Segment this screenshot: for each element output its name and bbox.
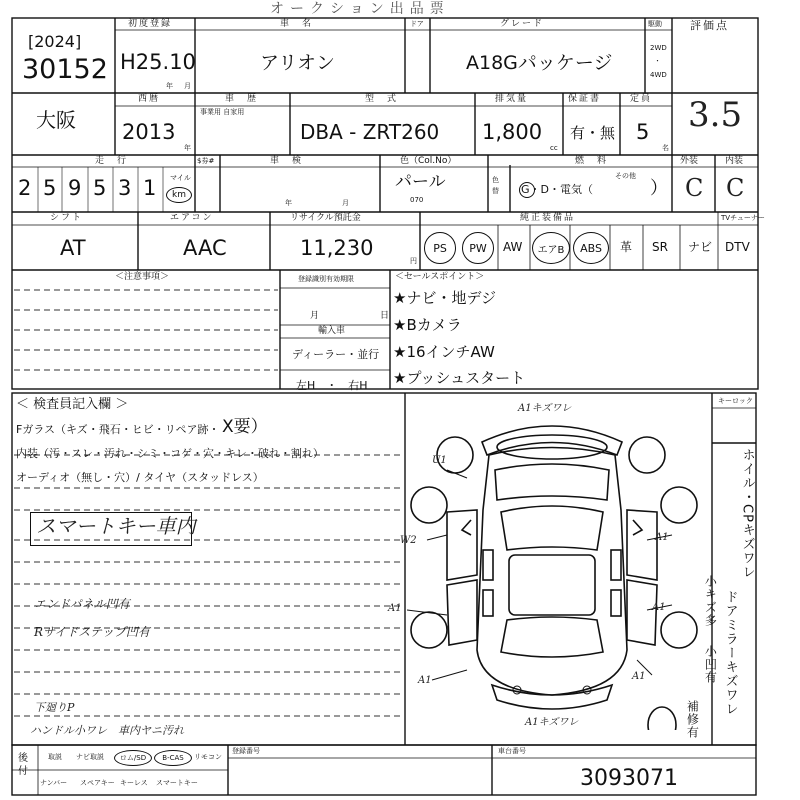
label-options: 純正装備品 (520, 213, 576, 223)
capacity-value: 5 (636, 120, 650, 144)
handwritten-end-panel: エンドパネル凹有 (34, 597, 130, 611)
handle-side: 左H ・ 右H (296, 379, 368, 392)
footer-rom-sd (114, 750, 152, 766)
color-change-label: 色替 (492, 176, 499, 196)
label-first-registration: 初度登録 (128, 19, 173, 29)
option-dtv: DTV (725, 240, 750, 254)
label-meter: $券# (197, 157, 215, 165)
footer-keyless: キーレス (120, 779, 148, 787)
label-drive: 駆動 (648, 20, 662, 28)
option-abs-label: ABS (580, 241, 602, 255)
option-pw (462, 232, 494, 264)
shaken-month-unit: 月 (342, 199, 349, 207)
label-mileage: 走 行 (95, 156, 129, 166)
mark-front-left: U1 (432, 455, 447, 466)
glass-line: Fガラス（キズ・飛石・ヒビ・リペア跡・ (16, 423, 220, 436)
option-pw-label: PW (469, 241, 487, 255)
mileage-digit-5: 3 (118, 176, 132, 200)
selling-point-1: ★ナビ・地デジ (393, 289, 497, 307)
side-note-small-scratches: 小キズ多 (703, 575, 718, 627)
label-interior: 内装 (725, 156, 744, 166)
mileage-digit-4: 5 (93, 176, 107, 200)
reg-month-unit: 月 (310, 311, 320, 321)
first-registration-value: H25.10 (120, 50, 196, 74)
label-tv-tuner: TVチューナー (721, 214, 765, 222)
recycle-yen-unit: 円 (410, 257, 417, 265)
side-note-repaired: 補修有 (685, 700, 700, 739)
western-year-unit: 年 (184, 144, 191, 152)
selling-point-2: ★Bカメラ (393, 316, 462, 334)
handwritten-handle: ハンドル小ワレ 車内ヤニ汚れ (30, 724, 184, 737)
label-capacity: 定員 (630, 94, 653, 104)
selling-point-4: ★プッシュスタート (393, 369, 526, 387)
chassis-number-value: 3093071 (580, 766, 678, 791)
label-grade: グレード (500, 19, 545, 29)
warranty-value: 有・無 (570, 124, 616, 142)
option-airbag (532, 232, 570, 264)
interior-grade: C (726, 174, 745, 202)
option-navi: ナビ (688, 240, 713, 254)
side-note-mirror: ドアミラーキズワレ (722, 590, 738, 716)
footer-bcas-label: B-CAS (162, 754, 184, 762)
footer-manual: 取説 (48, 753, 62, 761)
km-label-circled (166, 187, 192, 203)
label-western-year: 西暦 (138, 94, 161, 104)
mile-label: マイル (170, 174, 191, 182)
glass-mark: X要） (222, 417, 268, 437)
car-name-value: アリオン (260, 52, 336, 74)
import-label: 輸入車 (318, 326, 346, 336)
displacement-unit: cc (550, 144, 558, 152)
option-ps (424, 232, 456, 264)
label-model: 型 式 (365, 94, 399, 104)
mark-right-rear: A1 (632, 671, 646, 682)
footer-plate: ナンバー (40, 779, 68, 787)
option-ps-label: PS (433, 241, 447, 255)
mark-front-bumper: A1キズワレ (518, 403, 572, 414)
footer-navi-manual: ナビ取説 (76, 753, 104, 761)
shift-value: AT (60, 236, 86, 260)
label-car-name: 車 名 (280, 19, 314, 29)
option-sunroof: SR (652, 240, 668, 254)
label-displacement: 排気量 (495, 94, 529, 104)
option-leather: 革 (620, 240, 633, 254)
handwritten-underbody: 下廻りP (34, 701, 75, 714)
mark-rear-bumper: A1キズワレ (525, 717, 579, 728)
side-note-small-dent: 小凹有 (703, 645, 718, 684)
fuel-value: G・D・電気（ (521, 183, 593, 196)
mileage-digit-2: 5 (43, 176, 57, 200)
label-aircon: エアコン (170, 213, 214, 223)
footer-smart-key: スマートキー (156, 779, 198, 787)
color-value: パール (395, 172, 446, 192)
label-shift: シフト (50, 213, 84, 223)
capacity-unit: 名 (662, 144, 669, 152)
selling-point-3: ★16インチAW (393, 343, 495, 361)
dealer-parallel: ディーラー・並行 (292, 348, 380, 361)
first-reg-year-unit: 年 (166, 82, 173, 90)
registration-number-label: 登録番号 (232, 747, 260, 755)
caution-label: ＜注意事項＞ (115, 272, 170, 282)
model-code-value: DBA - ZRT260 (300, 120, 440, 144)
label-color: 色（Col.No） (400, 156, 457, 166)
shaken-year-unit: 年 (285, 199, 292, 207)
aircon-value: AAC (183, 236, 227, 260)
footer-remote: リモコン (194, 753, 222, 761)
drive-4wd: 4WD (650, 71, 667, 79)
label-history: 車 歴 (225, 94, 259, 104)
label-history-sub: 事業用 自家用 (200, 108, 245, 116)
footer-rom-sd-label: ロム/SD (119, 754, 147, 762)
mark-right-fender: A1 (655, 532, 669, 543)
option-airbag-label: エアB (537, 244, 565, 256)
first-reg-month-unit: 月 (184, 82, 191, 90)
interior-line: 内装（汚・スレ・汚れ・シミ・コゲ・穴・キレ・破れ・割れ） (16, 447, 324, 460)
exterior-grade: C (685, 174, 704, 202)
label-exterior: 外装 (680, 156, 699, 166)
inspector-label: ＜ 検査員記入欄 ＞ (16, 397, 129, 412)
handwritten-side-step: Rサイドステップ凹有 (34, 625, 150, 639)
mark-left-rear: A1 (418, 675, 432, 686)
fuel-close-paren: ） (650, 178, 668, 199)
registration-expiry-label: 登録識別有効期限 (298, 275, 354, 283)
selling-points-label: ＜セールスポイント＞ (395, 272, 485, 282)
mileage-digit-3: 9 (68, 176, 82, 200)
reg-day-unit: 日 (380, 311, 390, 321)
label-recycle: リサイクル預託金 (290, 213, 361, 223)
label-shaken: 車 検 (270, 156, 304, 166)
lot-year: [2024] (28, 32, 82, 51)
fuel-other-label: その他 (615, 172, 636, 180)
km-label: km (172, 190, 186, 200)
option-aw: AW (503, 240, 523, 254)
after-fit-label: 後付 (18, 753, 28, 777)
drive-2wd: 2WD (650, 44, 667, 52)
side-note-wheel: ホイル・CPキズワレ (739, 448, 755, 579)
location: 大阪 (36, 108, 76, 132)
western-year-value: 2013 (122, 120, 176, 144)
mark-right-door: A1 (652, 602, 666, 613)
chassis-number-label: 車台番号 (498, 747, 526, 755)
footer-bcas (154, 750, 192, 766)
drive-separator: ・ (654, 57, 661, 65)
audio-tire-line: オーディオ（無し・穴）/ タイヤ（スタッドレス） (16, 471, 264, 484)
label-warranty: 保証書 (568, 94, 602, 104)
key-lock-label: キーロック (718, 397, 753, 405)
option-abs (573, 232, 609, 264)
lot-number: 30152 (22, 54, 108, 85)
mark-left-fender: W2 (400, 535, 417, 546)
score-value: 3.5 (688, 95, 743, 135)
footer-spare-key: スペアキー (80, 779, 115, 787)
label-fuel: 燃 料 (575, 156, 609, 166)
color-number: 070 (410, 196, 424, 204)
grade-value: A18Gパッケージ (466, 52, 613, 74)
label-door: ドア (410, 20, 424, 28)
mileage-digit-6: 1 (143, 176, 157, 200)
displacement-value: 1,800 (482, 120, 543, 144)
mileage-digit-1: 2 (18, 176, 32, 200)
handwritten-smart-key: スマートキー車内 (36, 514, 196, 538)
car-damage-diagram (407, 400, 707, 730)
sheet-title: オークション出品票 (270, 1, 450, 17)
recycle-value: 11,230 (300, 236, 374, 260)
label-score: 評価点 (690, 19, 729, 32)
mark-left-door: A1 (388, 603, 402, 614)
